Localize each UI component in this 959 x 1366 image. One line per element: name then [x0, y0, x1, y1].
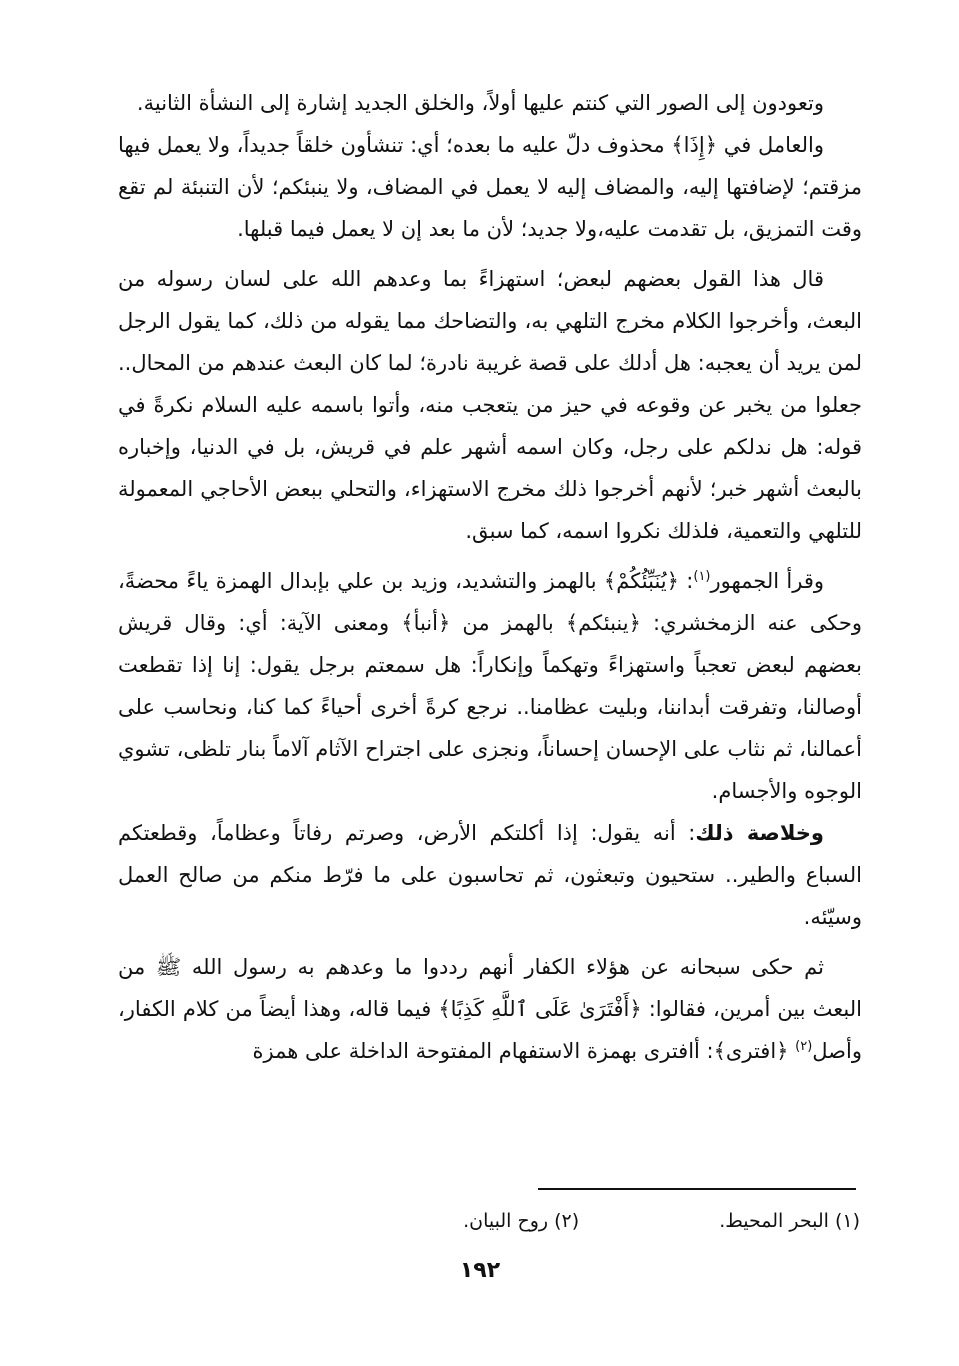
footnote-ref-2: (٢) [795, 1039, 813, 1054]
footnote-divider [538, 1188, 856, 1190]
paragraph-text: وتعودون إلى الصور التي كنتم عليها أولاً، والخلق الجديد إشارة إلى النشأة الثانية. [136, 91, 824, 115]
paragraph-text: ثم حكى سبحانه عن هؤلاء الكفار أنهم رددوا ما وعدهم به رسول الله ﷺ من البعث بين أمرين، فقالوا: ﴿أَفْتَرَىٰ عَلَى ٱللَّهِ كَذِبًا﴾ فيما قاله، وهذا أيضاً من كلام الكفار، وأصل [118, 955, 862, 1063]
paragraph-3 [118, 258, 862, 552]
main-text [118, 82, 862, 1072]
paragraph-6 [118, 946, 862, 1072]
paragraph-text: والعامل في ﴿إِذَا﴾ محذوف دلّ عليه ما بعده؛ أي: تنشأون خلقاً جديداً، ولا يعمل فيها مزقتم؛ لإضافتها إليه، والمضاف إليه لا يعمل في المضاف، ولا ينبئكم؛ لأن التنبئة لم تقع وقت التمزيق، بل تقدمت عليه،ولا جديد؛ لأن ما بعد إن لا يعمل فيما قبلها. [118, 133, 862, 241]
footnote-ref-1: (١) [693, 569, 711, 584]
footnotes [300, 1206, 860, 1236]
paragraph-text: قال هذا القول بعضهم لبعض؛ استهزاءً بما وعدهم الله على لسان رسوله من البعث، وأخرجوا الكلام مخرج التلهي به، والتضاحك مما يقوله من ذلك، كما يقول الرجل لمن يريد أن يعجبه: هل أدلك على قصة غريبة نادرة؛ لما كان البعث عندهم من المحال.. جعلوا من يخبر عن وقوعه في حيز من يتعجب منه، وأتوا باسمه عليه السلام نكرةً في قوله: هل ندلكم على رجل، وكان اسمه أشهر علم في قريش، بل في الدنيا، وإخباره بالبعث أشهر خبر؛ لأنهم أخرجوا ذلك مخرج الاستهزاء، والتحلي ببعض الأحاجي المعمولة للتلهي والتعمية، فلذلك نكروا اسمه، كما سبق. [118, 267, 862, 543]
footnote-1: (١) البحر المحيط. [719, 1210, 860, 1232]
paragraph-2 [118, 124, 862, 250]
summary-heading: وخلاصة ذلك [695, 821, 824, 845]
footnote-2: (٢) روح البيان. [463, 1210, 580, 1232]
paragraph-1 [118, 82, 862, 124]
paragraph-text: وقرأ الجمهور [710, 569, 825, 593]
paragraph-5 [118, 812, 862, 938]
page-number: ١٩٢ [459, 1258, 501, 1283]
paragraph-4 [118, 560, 862, 812]
paragraph-text: : ﴿يُنَبِّئُكُمْ﴾ بالهمز والتشديد، وزيد بن علي بإبدال الهمزة ياءً محضةً، وحكى عنه الزمخشري: ﴿ينبئكم﴾ بالهمز من ﴿أنبأ﴾ ومعنى الآية: أي: وقال قريش بعضهم لبعض تعجباً واستهزاءً وتهكماً وإنكاراً: هل سمعتم برجل يقول: إنا إذا تقطعت أوصالنا، وتفرقت أبداننا، وبليت عظامنا.. نرجع كرةً أخرى أحياءً كما كنا، ونحاسب على أعمالنا، ثم نثاب على الإحسان إحساناً، ونجزى على اجتراح الآثام آلاماً بنار تلظى، تشوي الوجوه والأجسام. [118, 569, 862, 803]
paragraph-text: ﴿افترى﴾: أافترى بهمزة الاستفهام المفتوحة الداخلة على همزة [252, 1039, 796, 1063]
paragraph-text: : أنه يقول: إذا أكلتكم الأرض، وصرتم رفاتاً وعظاماً، وقطعتكم السباع والطير.. ستحيون وتبعثون، ثم تحاسبون على ما فرّط منكم من صالح العمل وسيّئه. [118, 821, 862, 929]
